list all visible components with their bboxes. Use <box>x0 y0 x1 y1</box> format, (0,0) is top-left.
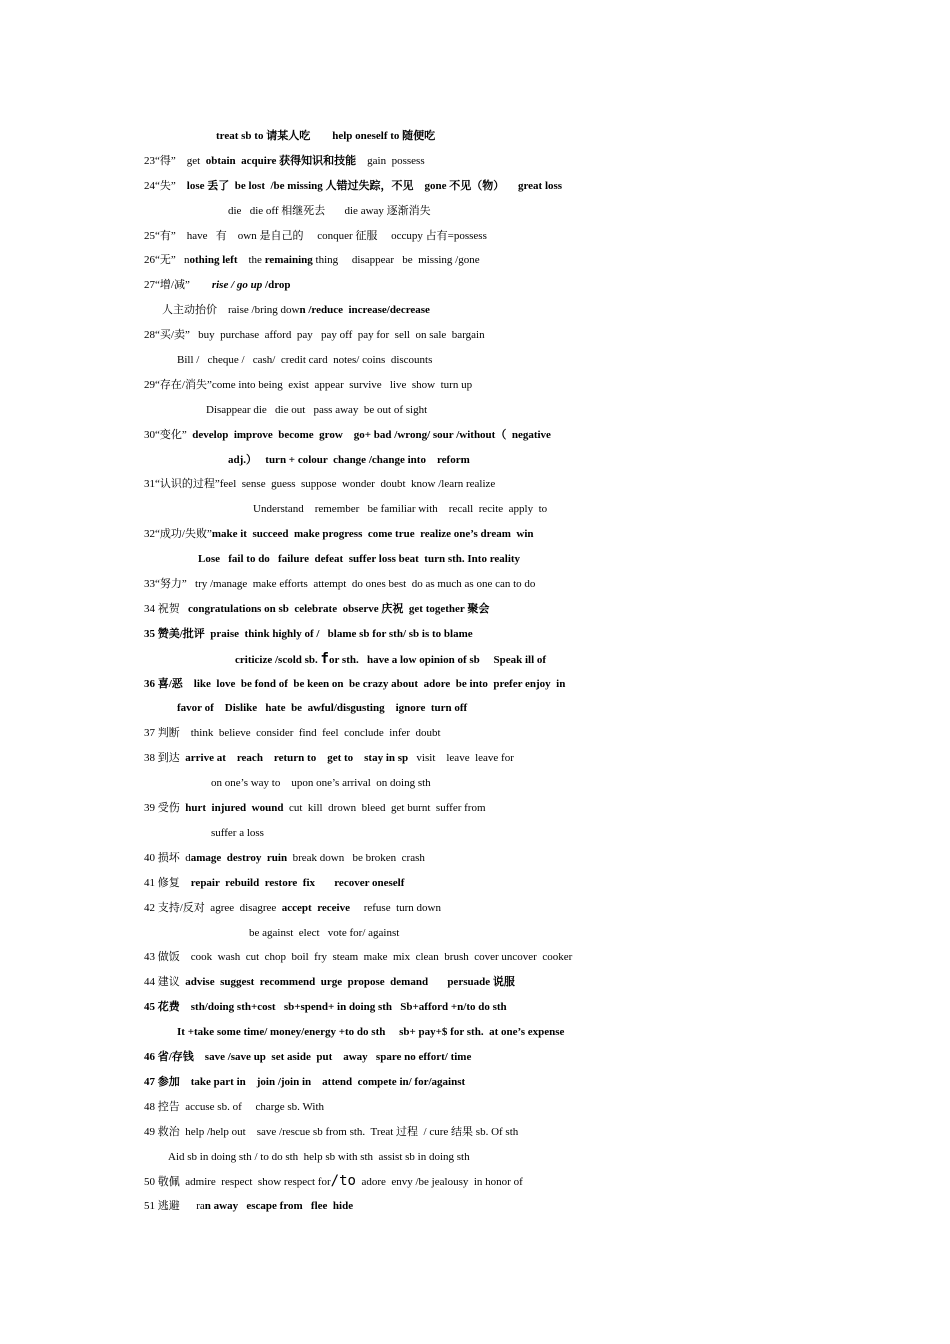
text-line <box>0 672 950 697</box>
text-line <box>0 995 950 1020</box>
text-segment: criticize /scold sb. <box>235 653 321 666</box>
text-segment: the <box>237 254 265 267</box>
text-segment: 40 损坏 d <box>144 851 191 864</box>
text-segment: accept receive <box>281 901 350 914</box>
text-line <box>0 448 950 473</box>
text-line <box>0 1095 950 1120</box>
text-segment: 45 花费 sth/doing sth+cost sb+spend+ in doing sth Sb+afford +n/to do sth <box>144 1001 507 1014</box>
text-segment: adj.） turn + colour change /change into reform <box>228 453 470 466</box>
text-line <box>0 696 950 721</box>
text-segment: 46 省/存钱 save /save up set aside put away spare no effort/ time <box>144 1050 472 1063</box>
text-line <box>0 273 950 298</box>
text-segment: 49 救治 help /help out save /rescue sb from sth. Treat 过程 / cure 结果 sb. Of sth <box>144 1125 519 1138</box>
text-line <box>0 497 950 522</box>
text-line <box>0 348 950 373</box>
text-segment: advise suggest recommend urge propose demand persuade 说服 <box>185 976 515 989</box>
text-line <box>0 1120 950 1145</box>
text-segment: 48 控告 accuse sb. of charge sb. With <box>144 1100 325 1113</box>
text-segment: arrive at reach return to get to stay in sp <box>185 752 409 765</box>
text-line <box>0 323 950 348</box>
text-segment: 39 受伤 <box>144 802 186 815</box>
text-line <box>0 298 950 323</box>
text-line <box>0 821 950 846</box>
text-segment: 35 赞美/批评 praise think highly of / blame sb for sth/ sb is to blame <box>144 627 473 640</box>
text-segment: 32“成功/失败” <box>144 528 212 541</box>
text-segment: repair rebuild restore fix recover oneself <box>190 876 405 889</box>
text-segment: favor of Dislike hate be awful/disgusting ignore turn off <box>177 702 468 715</box>
text-segment: suffer a loss <box>211 826 264 839</box>
text-segment: 41 修复 <box>144 876 191 889</box>
text-segment: amage destroy ruin <box>190 851 288 864</box>
text-segment: treat sb to 请某人吃 help oneself to 随便吃 <box>216 130 436 142</box>
text-segment: obtain acquire 获得知识和技能 <box>205 154 357 167</box>
text-segment: gain possess <box>356 154 425 167</box>
text-line <box>0 921 950 946</box>
text-line <box>0 522 950 547</box>
text-segment: Understand remember be familiar with recall recite apply to <box>253 503 548 516</box>
text-segment: visit leave leave for <box>408 752 514 765</box>
text-line <box>0 572 950 597</box>
text-line <box>0 970 950 995</box>
text-line <box>0 721 950 746</box>
text-line <box>0 1045 950 1070</box>
text-segment: cut kill drown bleed get burnt suffer from <box>283 802 486 815</box>
text-segment: Lose fail to do failure defeat suffer loss beat turn sth. Into reality <box>198 553 521 566</box>
text-segment: 31“认识的过程”feel sense guess suppose wonder doubt know /learn realize <box>144 478 496 491</box>
text-segment: hurt injured wound <box>185 802 284 815</box>
text-segment: It +take some time/ money/energy +to do sth sb+ pay+$ for sth. at one’s expense <box>177 1026 565 1039</box>
text-line <box>0 846 950 871</box>
text-segment: develop improve become grow go+ bad /wrong/ sour /without（ negative <box>192 428 551 441</box>
text-segment: Bill / cheque / cash/ credit card notes/ coins discounts <box>177 354 433 367</box>
text-segment: Aid sb in doing sth / to do sth help sb with sth assist sb in doing sth <box>168 1150 470 1163</box>
text-segment: 51 逃避 ra <box>144 1200 205 1213</box>
text-segment: 37 判断 think believe consider find feel conclude infer doubt <box>144 727 441 740</box>
text-segment: adore envy /be jealousy in honor of <box>355 1176 523 1189</box>
text-segment: Disappear die die out pass away be out of sight <box>206 403 428 416</box>
text-line <box>0 1020 950 1045</box>
text-segment: /drop <box>262 279 291 292</box>
text-segment: be against elect vote for/ against <box>249 926 400 939</box>
text-line <box>0 224 950 249</box>
text-line <box>0 1145 950 1170</box>
text-segment: 33“努力” try /manage make efforts attempt do ones best do as much as one can to do <box>144 578 536 591</box>
text-segment: 42 支持/反对 agree disagree <box>144 901 282 914</box>
text-line <box>0 1070 950 1095</box>
text-line <box>0 1194 950 1219</box>
text-segment: 30“变化” <box>144 428 193 441</box>
text-segment: on one’s way to upon one’s arrival on doing sth <box>211 777 431 790</box>
text-line <box>0 199 950 224</box>
text-line <box>0 622 950 647</box>
text-segment: break down be broken crash <box>287 851 425 864</box>
text-line <box>0 597 950 622</box>
text-segment: n away escape from flee hide <box>204 1200 354 1213</box>
text-segment: remaining <box>264 254 313 267</box>
text-segment: 44 建议 <box>144 976 186 989</box>
text-segment: congratulations on sb celebrate observe 庆祝 get together 聚会 <box>188 602 490 615</box>
text-segment: 28“买/卖” buy purchase afford pay pay off pay for sell on sale bargain <box>144 329 485 342</box>
text-line <box>0 149 950 174</box>
text-line <box>0 124 950 149</box>
text-line <box>0 373 950 398</box>
text-line <box>0 1169 950 1194</box>
text-segment: 34 祝贺 <box>144 602 188 615</box>
text-segment: thing disappear be missing /gone <box>312 254 480 267</box>
text-line <box>0 472 950 497</box>
text-line <box>0 796 950 821</box>
text-segment: 26“无” n <box>144 254 190 267</box>
text-line <box>0 771 950 796</box>
text-segment: 人主动抬价 raise /bring dow <box>162 304 300 317</box>
text-segment: lose 丢了 be lost /be missing 人错过失踪，不见 gone 不见（物） great loss <box>186 179 563 192</box>
text-segment: 36 喜/恶 like love be fond of be keen on be crazy about adore be into prefer enjoy in <box>144 677 566 690</box>
document-page <box>0 124 950 1219</box>
text-line <box>0 547 950 572</box>
text-segment: 23“得” get <box>144 154 206 167</box>
text-line <box>0 647 950 672</box>
text-segment: /to <box>330 1173 356 1190</box>
text-line <box>0 174 950 199</box>
text-segment: 24“失” <box>144 179 187 192</box>
text-line <box>0 423 950 448</box>
text-segment: or sth. have a low opinion of sb Speak ill of <box>328 653 547 666</box>
text-segment: 38 到达 <box>144 752 186 765</box>
text-line <box>0 248 950 273</box>
text-line <box>0 871 950 896</box>
text-segment: f <box>320 650 329 667</box>
text-segment: die die off 相继死去 die away 逐渐消失 <box>228 204 431 217</box>
text-segment: 29“存在/消失”come into being exist appear survive live show turn up <box>144 378 473 391</box>
text-line <box>0 945 950 970</box>
text-segment: othing left <box>189 254 238 267</box>
text-line <box>0 746 950 771</box>
text-segment: rise / go up <box>211 279 263 292</box>
text-segment: refuse turn down <box>349 901 442 914</box>
text-line <box>0 896 950 921</box>
text-segment: n /reduce increase/decrease <box>299 304 430 317</box>
text-segment: 50 敬佩 admire respect show respect for <box>144 1176 331 1189</box>
text-segment: make it succeed make progress come true realize one’s dream win <box>211 528 534 541</box>
text-segment: 25“有” have 有 own 是自己的 conquer 征服 occupy 占有=possess <box>144 229 487 242</box>
text-segment: 47 参加 take part in join /join in attend compete in/ for/against <box>144 1075 466 1088</box>
text-segment: 27“增/减” <box>144 279 212 292</box>
text-line <box>0 398 950 423</box>
text-segment: 43 做饭 cook wash cut chop boil fry steam make mix clean brush cover uncover cooker <box>144 951 573 964</box>
